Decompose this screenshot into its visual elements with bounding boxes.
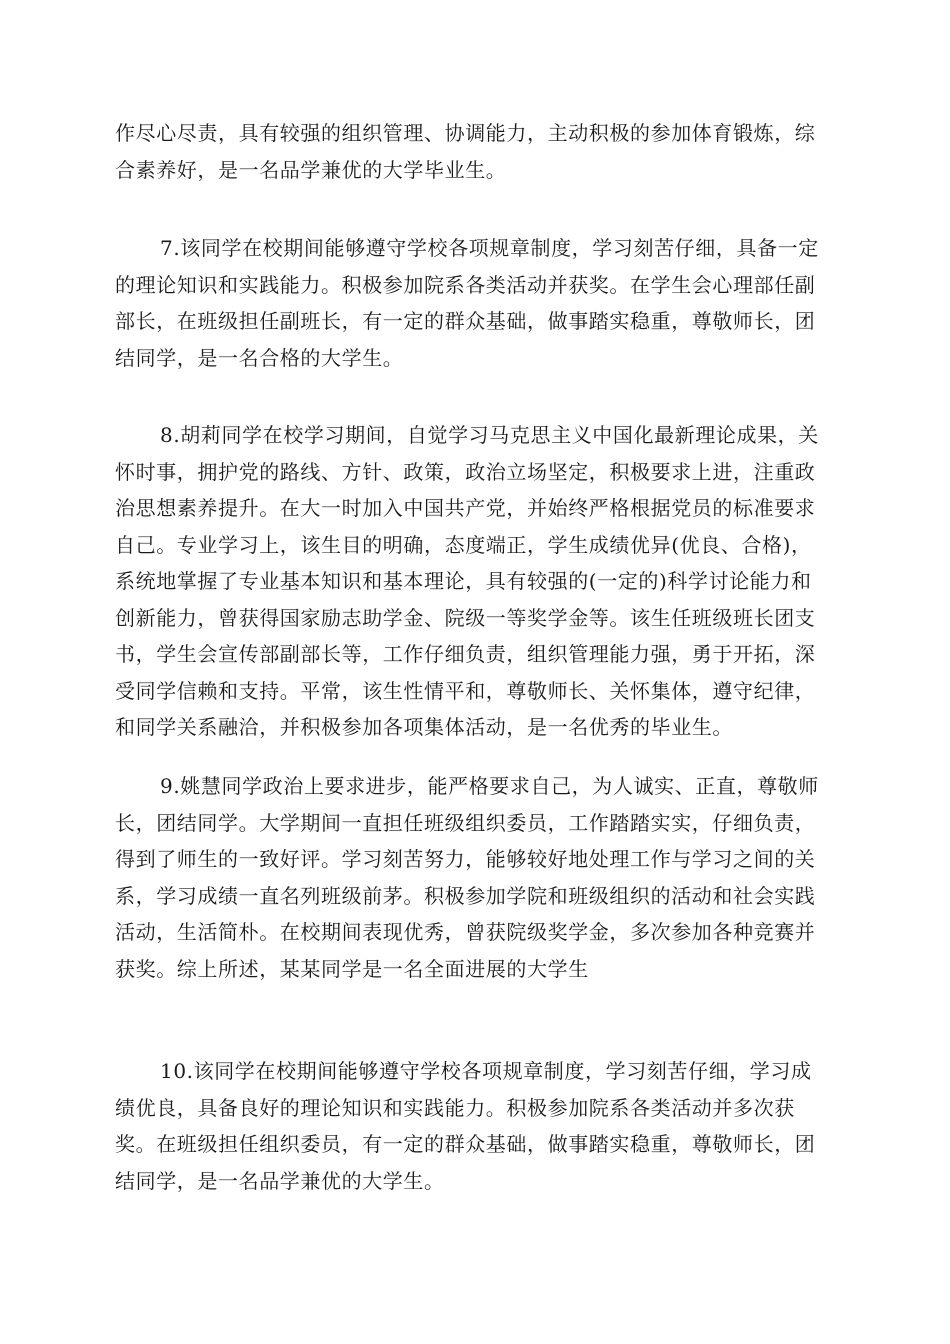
paragraph-item-10: 10.该同学在校期间能够遵守学校各项规章制度，学习刻苦仔细，学习成绩优良，具备良好的理论知识和实践能力。积极参加院系各类活动并多次获奖。在班级担任组织委员，有一定的群众基础，做事踏实稳重，尊敬师长，团结同学，是一名品学兼优的大学生。 — [115, 1059, 816, 1193]
paragraph-item-9: 9.姚慧同学政治上要求进步，能严格要求自己，为人诚实、正直，尊敬师长，团结同学。大学期间一直担任班级组织委员，工作踏踏实实，仔细负责，得到了师生的一致好评。学习刻苦努力，能够较好地处理工作与学习之间的关系，学习成绩一直名列班级前茅。积极参加学院和班级组织的活动和社会实践活动，生活简朴。在校期间表现优秀，曾获院级奖学金，多次参加各种竞赛并获奖。综上所述，某某同学是一名全面进展的大学生 — [115, 774, 819, 981]
paragraph-item-8: 8.胡莉同学在校学习期间，自觉学习马克思主义中国化最新理论成果，关怀时事，拥护党的路线、方针、政策，政治立场坚定，积极要求上进，注重政治思想素养提升。在大一时加入中国共产党，并始终严格根据党员的标准要求自己。专业学习上，该生目的明确，态度端正，学生成绩优异(优良、合格)，系统地掌握了专业基本知识和基本理论，具有较强的(一定的)科学讨论能力和创新能力，曾获得国家励志助学金、院级一等奖学金等。该生任班级班长团支书，学生会宣传部副部长等，工作仔细负责，组织管理能力强，勇于开拓，深受同学信赖和支持。平常，该生性情平和，尊敬师长、关怀集体，遵守纪律，和同学关系融洽，并积极参加各项集体活动，是一名优秀的毕业生。 — [115, 423, 819, 739]
paragraph-item-7: 7.该同学在校期间能够遵守学校各项规章制度，学习刻苦仔细，具备一定的理论知识和实践能力。积极参加院系各类活动并获奖。在学生会心理部任副部长，在班级担任副班长，有一定的群众基础，做事踏实稳重，尊敬师长，团结同学，是一名合格的大学生。 — [115, 236, 819, 370]
paragraph-continuation: 作尽心尽责，具有较强的组织管理、协调能力，主动积极的参加体育锻炼，综合素养好，是一名品学兼优的大学毕业生。 — [115, 121, 816, 182]
